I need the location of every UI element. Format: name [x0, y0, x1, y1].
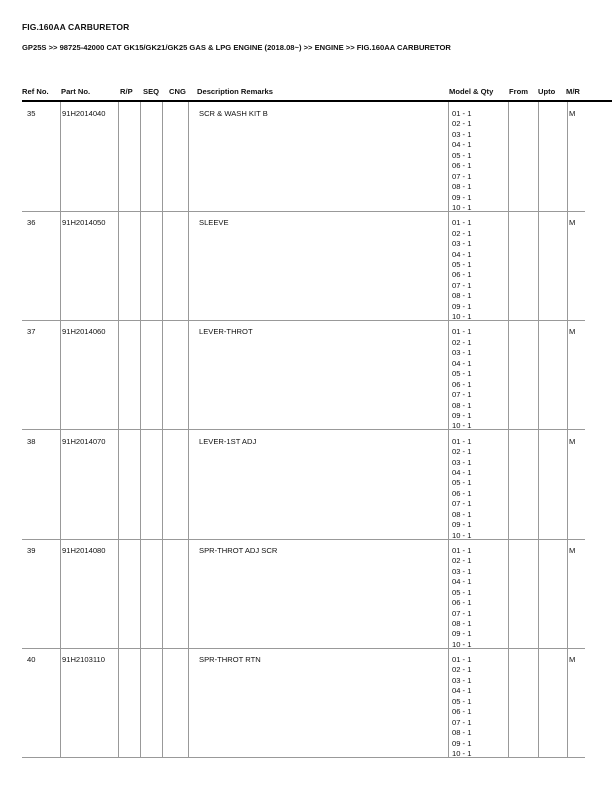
description-cell: SPR-THROT ADJ SCR	[199, 545, 278, 555]
model-qty-line: 04 - 1	[452, 686, 472, 696]
column-divider	[508, 102, 509, 212]
mr-cell: M	[569, 218, 576, 228]
column-divider	[567, 648, 568, 758]
model-qty-line: 04 - 1	[452, 467, 472, 477]
column-divider	[508, 211, 509, 321]
model-qty-line: 06 - 1	[452, 707, 472, 717]
part-no-cell: 91H2014070	[62, 436, 106, 446]
model-qty-line: 05 - 1	[452, 587, 472, 597]
model-qty-line: 01 - 1	[452, 436, 472, 446]
model-qty-line: 05 - 1	[452, 150, 472, 160]
model-qty-line: 04 - 1	[452, 577, 472, 587]
column-divider	[118, 539, 119, 649]
model-qty-line: 08 - 1	[452, 618, 472, 628]
ref-no-cell: 39	[27, 545, 36, 555]
table-row	[22, 539, 585, 649]
model-qty-line: 10 - 1	[452, 312, 472, 322]
mr-cell: M	[569, 545, 576, 555]
model-qty-line: 05 - 1	[452, 369, 472, 379]
model-qty-line: 06 - 1	[452, 161, 472, 171]
description-cell: LEVER-THROT	[199, 327, 253, 337]
column-divider	[567, 539, 568, 649]
column-divider	[162, 648, 163, 758]
model-qty-line: 10 - 1	[452, 530, 472, 540]
mr-cell: M	[569, 436, 576, 446]
column-divider	[448, 648, 449, 758]
table-row	[22, 430, 585, 540]
header-description: Description Remarks	[197, 87, 273, 96]
ref-no-cell: 37	[27, 327, 36, 337]
model-qty-line: 02 - 1	[452, 447, 472, 457]
model-qty-cell	[452, 655, 471, 760]
table-row	[22, 648, 585, 758]
column-divider	[60, 211, 61, 321]
ref-no-cell: 36	[27, 218, 36, 228]
description-cell: SPR-THROT RTN	[199, 655, 261, 664]
model-qty-line: 03 - 1	[452, 239, 472, 249]
model-qty-line: 04 - 1	[452, 249, 472, 259]
model-qty-line: 03 - 1	[452, 566, 472, 576]
column-divider	[567, 430, 568, 540]
column-divider	[162, 211, 163, 321]
model-qty-line: 01 - 1	[452, 545, 472, 555]
column-divider	[448, 320, 449, 430]
model-qty-line: 10 - 1	[452, 203, 472, 213]
column-divider	[188, 320, 189, 430]
model-qty-line: 09 - 1	[452, 192, 472, 202]
model-qty-line: 09 - 1	[452, 301, 472, 311]
ref-no-cell: 35	[27, 109, 36, 118]
model-qty-line: 02 - 1	[452, 556, 472, 566]
mr-cell: M	[569, 327, 576, 337]
column-divider	[140, 211, 141, 321]
model-qty-line: 02 - 1	[452, 228, 472, 238]
column-divider	[538, 539, 539, 649]
model-qty-line: 10 - 1	[452, 749, 472, 759]
header-from: From	[509, 87, 528, 96]
ref-no-cell: 38	[27, 436, 36, 446]
part-no-cell: 91H2103110	[62, 655, 105, 664]
model-qty-line: 07 - 1	[452, 608, 472, 618]
model-qty-line: 08 - 1	[452, 728, 472, 738]
model-qty-line: 05 - 1	[452, 260, 472, 269]
mr-cell: M	[569, 109, 576, 118]
mr-cell: M	[569, 655, 576, 664]
column-divider	[118, 430, 119, 540]
header-rp: R/P	[120, 87, 133, 96]
column-divider	[448, 430, 449, 540]
column-divider	[60, 430, 61, 540]
column-divider	[567, 211, 568, 321]
model-qty-line: 01 - 1	[452, 218, 472, 228]
column-divider	[140, 430, 141, 540]
model-qty-line: 07 - 1	[452, 499, 472, 509]
model-qty-line: 06 - 1	[452, 598, 472, 608]
figure-title: FIG.160AA CARBURETOR	[22, 22, 130, 32]
column-divider	[162, 539, 163, 649]
column-divider	[188, 539, 189, 649]
column-divider	[60, 320, 61, 430]
table-row	[22, 320, 585, 430]
model-qty-cell	[452, 437, 471, 542]
column-divider	[140, 320, 141, 430]
part-no-cell: 91H2014080	[62, 545, 106, 555]
column-divider	[162, 320, 163, 430]
model-qty-cell	[452, 109, 471, 214]
header-part-no: Part No.	[61, 87, 91, 96]
model-qty-line: 04 - 1	[452, 358, 472, 368]
model-qty-line: 02 - 1	[452, 337, 472, 347]
table-row	[22, 102, 585, 212]
model-qty-line: 02 - 1	[452, 665, 472, 675]
column-divider	[118, 320, 119, 430]
description-cell: SLEEVE	[199, 218, 229, 228]
model-qty-line: 01 - 1	[452, 327, 472, 337]
column-divider	[448, 539, 449, 649]
model-qty-line: 07 - 1	[452, 717, 472, 727]
column-divider	[188, 648, 189, 758]
model-qty-line: 06 - 1	[452, 270, 472, 280]
part-no-cell: 91H2014040	[62, 109, 106, 118]
model-qty-line: 03 - 1	[452, 457, 472, 467]
column-divider	[188, 211, 189, 321]
description-cell: SCR & WASH KIT B	[199, 109, 268, 118]
column-divider	[140, 102, 141, 212]
column-divider	[538, 211, 539, 321]
model-qty-line: 09 - 1	[452, 520, 472, 530]
column-divider	[140, 648, 141, 758]
model-qty-line: 05 - 1	[452, 478, 472, 488]
model-qty-line: 03 - 1	[452, 675, 472, 685]
model-qty-line: 03 - 1	[452, 348, 472, 358]
column-divider	[508, 430, 509, 540]
header-seq: SEQ	[143, 87, 160, 96]
model-qty-line: 08 - 1	[452, 182, 472, 192]
header-cng: CNG	[169, 87, 186, 96]
column-divider	[118, 102, 119, 212]
ref-no-cell: 40	[27, 655, 36, 664]
column-divider	[140, 539, 141, 649]
model-qty-line: 08 - 1	[452, 400, 472, 410]
model-qty-line: 09 - 1	[452, 411, 472, 421]
description-cell: LEVER-1ST ADJ	[199, 436, 257, 446]
breadcrumb: GP25S >> 98725-42000 CAT GK15/GK21/GK25 GAS & LPG ENGINE (2018.08~) >> ENGINE >> FIG.160AA CARBURETOR	[22, 43, 451, 52]
model-qty-line: 09 - 1	[452, 738, 472, 748]
model-qty-line: 08 - 1	[452, 509, 472, 519]
table-row	[22, 211, 585, 321]
column-divider	[188, 430, 189, 540]
column-divider	[162, 102, 163, 212]
model-qty-line: 07 - 1	[452, 390, 472, 400]
model-qty-line: 01 - 1	[452, 655, 472, 664]
model-qty-line: 08 - 1	[452, 291, 472, 301]
header-model-qty: Model & Qty	[449, 87, 494, 96]
model-qty-line: 10 - 1	[452, 421, 472, 431]
column-divider	[60, 539, 61, 649]
column-divider	[508, 539, 509, 649]
part-no-cell: 91H2014060	[62, 327, 106, 337]
model-qty-line: 02 - 1	[452, 119, 472, 129]
model-qty-cell	[452, 327, 471, 432]
column-divider	[538, 430, 539, 540]
column-divider	[508, 648, 509, 758]
column-divider	[448, 102, 449, 212]
part-no-cell: 91H2014050	[62, 218, 106, 228]
column-divider	[538, 648, 539, 758]
column-divider	[538, 102, 539, 212]
column-divider	[60, 102, 61, 212]
model-qty-line: 10 - 1	[452, 639, 472, 649]
column-divider	[118, 211, 119, 321]
model-qty-line: 07 - 1	[452, 171, 472, 181]
column-divider	[538, 320, 539, 430]
model-qty-line: 06 - 1	[452, 488, 472, 498]
column-divider	[60, 648, 61, 758]
column-divider	[508, 320, 509, 430]
model-qty-line: 06 - 1	[452, 379, 472, 389]
column-divider	[162, 430, 163, 540]
header-ref-no: Ref No.	[22, 87, 49, 96]
model-qty-line: 03 - 1	[452, 129, 472, 139]
column-divider	[567, 320, 568, 430]
model-qty-line: 01 - 1	[452, 109, 472, 118]
model-qty-cell	[452, 218, 471, 323]
header-mr: M/R	[566, 87, 580, 96]
row-divider	[22, 757, 585, 758]
column-divider	[448, 211, 449, 321]
model-qty-line: 07 - 1	[452, 280, 472, 290]
model-qty-line: 05 - 1	[452, 696, 472, 706]
column-divider	[188, 102, 189, 212]
model-qty-line: 04 - 1	[452, 140, 472, 150]
column-divider	[567, 102, 568, 212]
column-divider	[118, 648, 119, 758]
header-upto: Upto	[538, 87, 556, 96]
model-qty-cell	[452, 546, 471, 651]
model-qty-line: 09 - 1	[452, 629, 472, 639]
